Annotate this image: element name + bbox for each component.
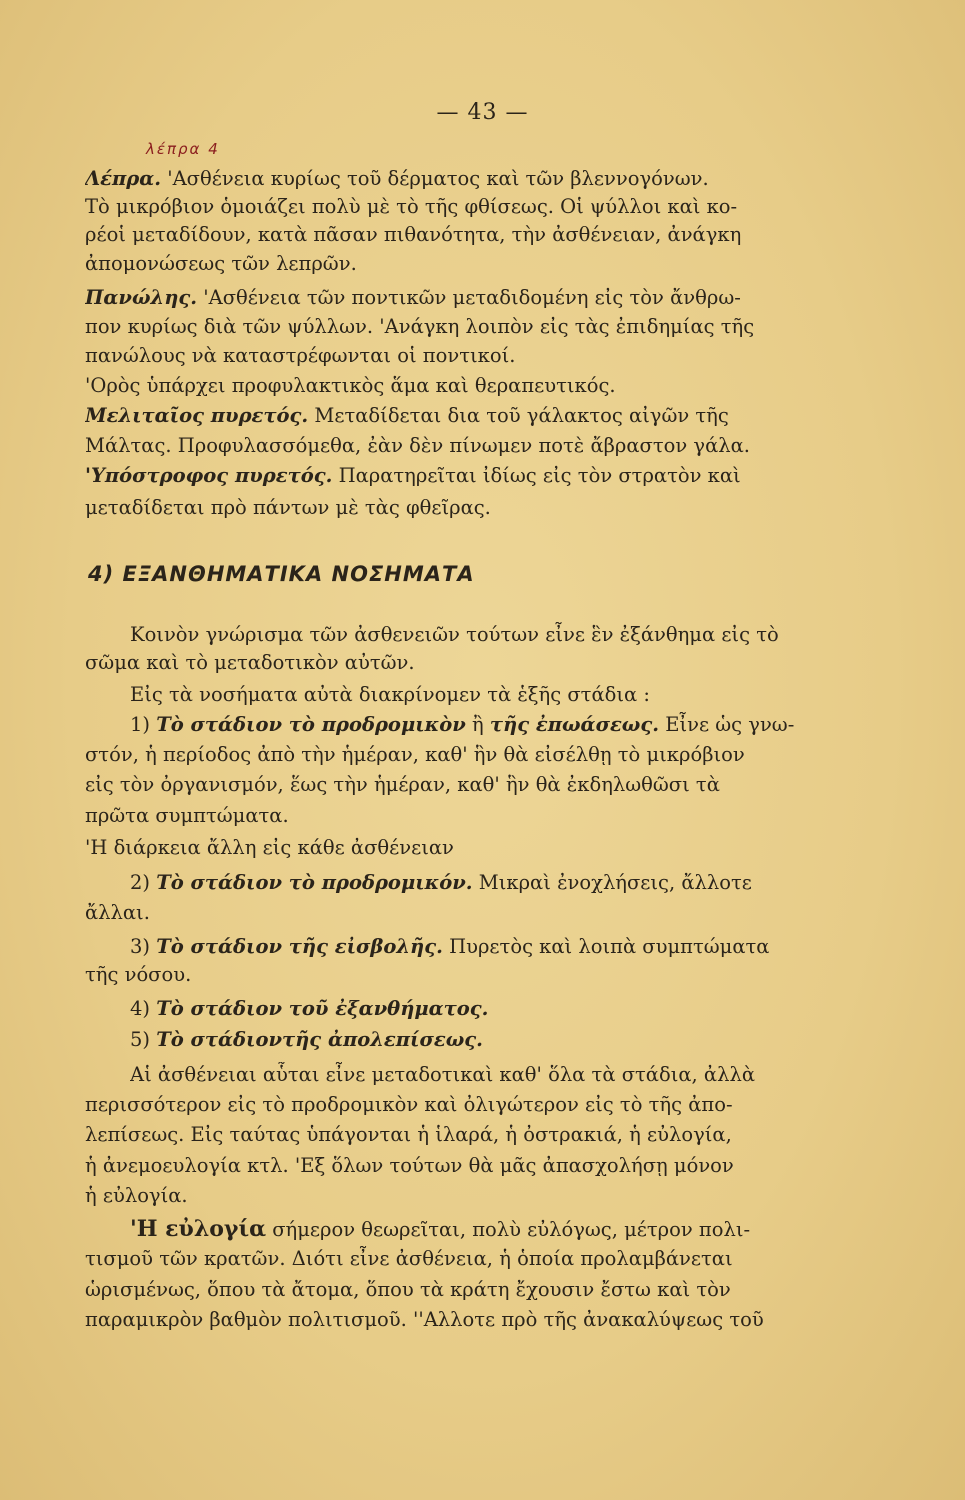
text-line (130, 1216, 880, 1243)
line-text: 'Ασθένεια τῶν ποντικῶν μεταδιδομένη εἰς τὸν ἄνθρω- (203, 286, 741, 309)
stage-title: τῆς ἐπωάσεως. (489, 713, 660, 736)
text-line: παραμικρὸν βαθμὸν πολιτισμοῦ. ''Αλλοτε πρὸ τῆς ἀνακαλύψεως τοῦ (85, 1308, 764, 1331)
stage-number: 4) (130, 997, 151, 1020)
section-heading: 4) ΕΞΑΝΘΗΜΑΤΙΚΑ ΝΟΣΗΜΑΤΑ (88, 562, 475, 586)
line-text: Πυρετὸς καὶ λοιπὰ συμπτώματα (449, 935, 770, 958)
stage-title: Τὸ στάδιοντῆς ἀπολεπίσεως. (156, 1028, 483, 1051)
text-line: Μάλτας. Προφυλασσόμεθα, ἐὰν δὲν πίνωμεν ποτὲ ἄβραστον γάλα. (85, 434, 750, 457)
text-line: πον κυρίως διὰ τῶν ψύλλων. 'Ανάγκη λοιπὸν εἰς τὰς ἐπιδημίας τῆς (85, 315, 755, 338)
text-line: τισμοῦ τῶν κρατῶν. Διότι εἶνε ἀσθένεια, ἡ ὁποία προλαμβάνεται (85, 1247, 733, 1270)
term-ypostrofos: 'Υπόστροφος πυρετός. (85, 464, 333, 487)
text-line: μεταδίδεται πρὸ πάντων μὲ τὰς φθεῖρας. (85, 496, 491, 519)
stage-3-line (130, 934, 880, 960)
stage-title: Τὸ στάδιον τοῦ ἐξανθήματος. (156, 997, 489, 1020)
stage-title: Τὸ στάδιον τὸ προδρομικόν. (156, 871, 473, 894)
text-line: τῆς νόσου. (85, 963, 192, 986)
term-eulogia: 'Η εὐλογία (130, 1216, 267, 1242)
stage-title: Τὸ στάδιον τῆς εἰσβολῆς. (156, 935, 443, 958)
handwritten-margin-note: λέπρα 4 (146, 140, 220, 158)
text-line: ἡ ἀνεμοευλογία κτλ. 'Εξ ὅλων τούτων θὰ μᾶς ἀπασχολήσῃ μόνον (85, 1154, 734, 1177)
term-lepra: Λέπρα. (85, 167, 162, 190)
line-text: Μεταδίδεται δια τοῦ γάλακτος αἰγῶν τῆς (314, 404, 729, 427)
stage-number: 5) (130, 1028, 151, 1051)
stage-5-line (130, 1027, 880, 1053)
text-line: ἄλλαι. (85, 901, 150, 924)
line-text: Παρατηρεῖται ἰδίως εἰς τὸν στρατὸν καὶ (338, 464, 741, 487)
text-line (85, 166, 880, 192)
text-line (85, 463, 880, 489)
text-line: Αἱ ἀσθένειαι αὗται εἶνε μεταδοτικαὶ καθ' ὅλα τὰ στάδια, ἀλλὰ (130, 1063, 755, 1086)
text-line: στόν, ἡ περίοδος ἀπὸ τὴν ἡμέραν, καθ' ἣν θὰ εἰσέλθῃ τὸ μικρόβιον (85, 743, 745, 766)
text-line: Κοινὸν γνώρισμα τῶν ἀσθενειῶν τούτων εἶνε ἓν ἐξάνθημα εἰς τὸ (130, 623, 779, 646)
text-line: 'Ορὸς ὑπάρχει προφυλακτικὸς ἅμα καὶ θεραπευτικός. (85, 374, 616, 397)
text-line: ὡρισμένως, ὅπου τὰ ἄτομα, ὅπου τὰ κράτη ἔχουσιν ἔστω καὶ τὸν (85, 1278, 731, 1301)
line-text: Εἶνε ὡς γνω- (665, 713, 795, 736)
stage-number: 1) (130, 713, 151, 736)
text-line: Εἰς τὰ νοσήματα αὐτὰ διακρίνομεν τὰ ἑξῆς στάδια : (130, 683, 650, 706)
text-line: Τὸ μικρόβιον ὁμοιάζει πολὺ μὲ τὸ τῆς φθίσεως. Οἱ ψύλλοι καὶ κο- (85, 195, 738, 218)
text-line: πανώλους νὰ καταστρέφωνται οἱ ποντικοί. (85, 344, 516, 367)
stage-2-line (130, 870, 880, 896)
text-line: ἀπομονώσεως τῶν λεπρῶν. (85, 252, 357, 275)
stage-number: 3) (130, 935, 151, 958)
stage-4-line (130, 996, 880, 1022)
text-line: σῶμα καὶ τὸ μεταδοτικὸν αὐτῶν. (85, 651, 415, 674)
line-text: σήμερον θεωρεῖται, πολὺ εὐλόγως, μέτρον πολι- (272, 1218, 751, 1241)
term-panolis: Πανώλης. (85, 286, 198, 309)
line-text: Μικραὶ ἐνοχλήσεις, ἄλλοτε (478, 871, 752, 894)
text-line: πρῶτα συμπτώματα. (85, 804, 289, 827)
text-line: εἰς τὸν ὀργανισμόν, ἕως τὴν ἡμέραν, καθ' ἣν θὰ ἐκδηλωθῶσι τὰ (85, 773, 720, 796)
line-text: 'Ασθένεια κυρίως τοῦ δέρματος καὶ τῶν βλεννογόνων. (167, 167, 709, 190)
text-line: ρέοἱ μεταδίδουν, κατὰ πᾶσαν πιθανότητα, τὴν ἀσθένειαν, ἀνάγκη (85, 223, 742, 246)
stage-title: Τὸ στάδιον τὸ προδρομικὸν (156, 713, 466, 736)
text-line: ἡ εὐλογία. (85, 1184, 188, 1207)
text-line (85, 285, 880, 311)
text-line: λεπίσεως. Εἰς ταύτας ὑπάγονται ἡ ἱλαρά, ἡ ὀστρακιά, ἡ εὐλογία, (85, 1123, 732, 1146)
stage-1-line (130, 712, 880, 738)
text-line: περισσότερον εἰς τὸ προδρομικὸν καὶ ὀλιγώτερον εἰς τὸ τῆς ἀπο- (85, 1093, 733, 1116)
term-melitaios: Μελιταῖος πυρετός. (85, 404, 309, 427)
page-number: — 43 — (436, 100, 529, 125)
stage-number: 2) (130, 871, 151, 894)
text-line: 'Η διάρκεια ἄλλη εἰς κάθε ἀσθένειαν (85, 836, 454, 859)
text-line (85, 403, 880, 429)
line-text: ἢ (472, 713, 484, 736)
